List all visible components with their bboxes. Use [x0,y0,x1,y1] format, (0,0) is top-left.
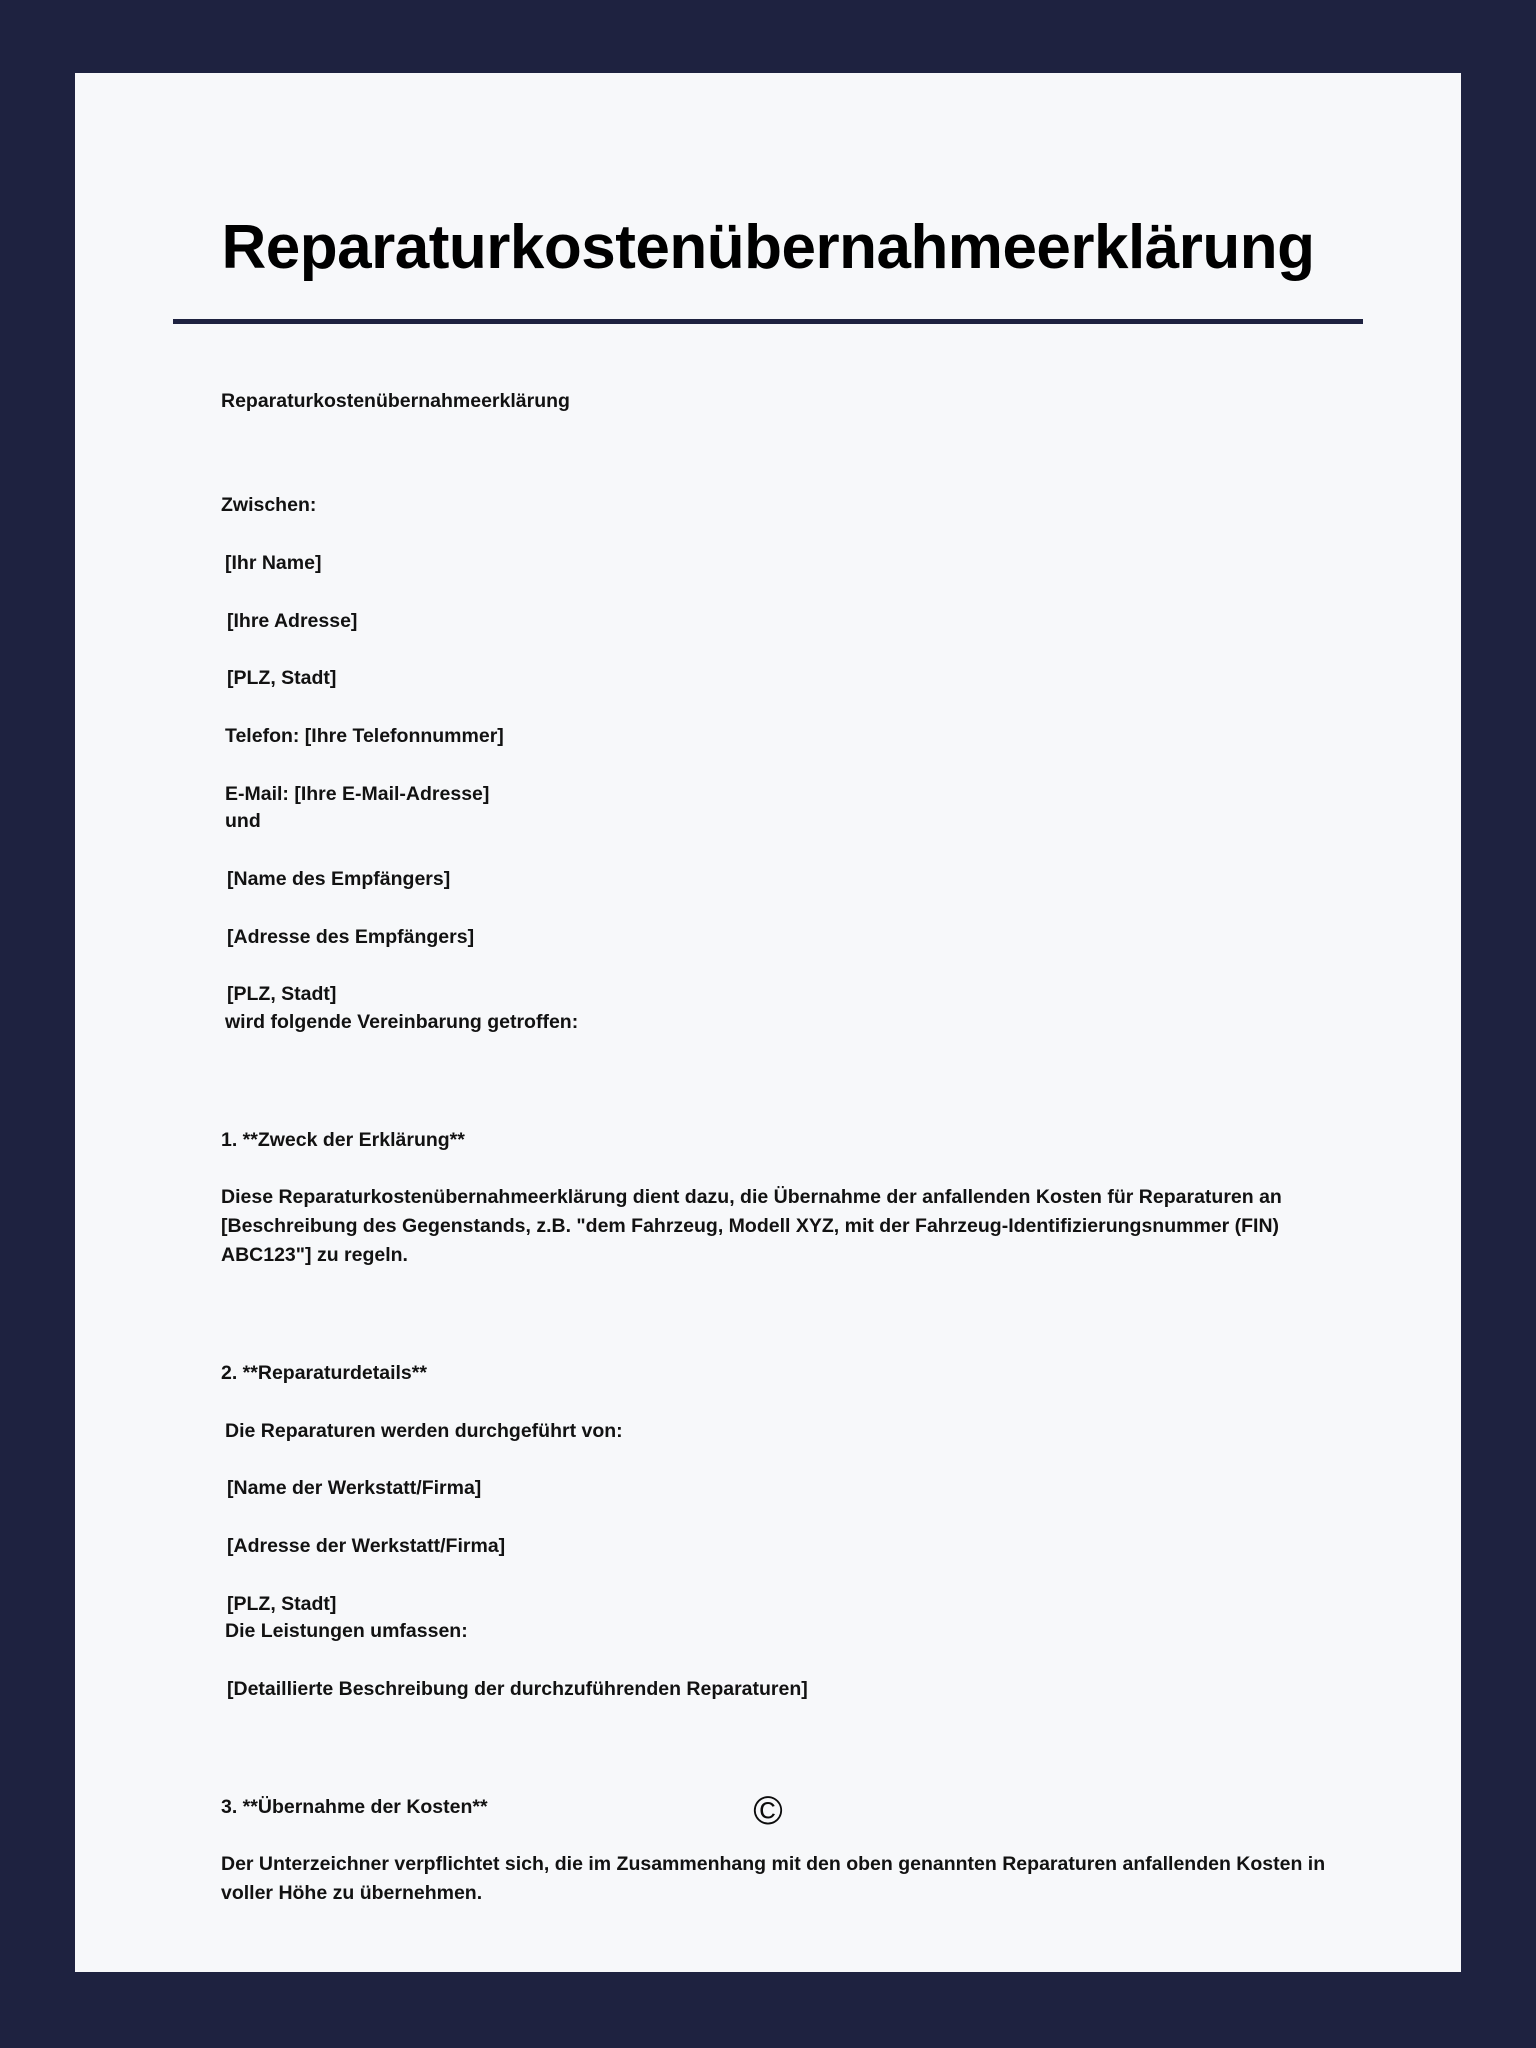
sender-address: [Ihre Adresse] [227,609,358,632]
section-1-heading: 1. **Zweck der Erklärung** [221,1128,465,1151]
spacer [221,1332,1341,1360]
sender-name: [Ihr Name] [225,551,322,574]
spacer [221,836,1341,866]
spacer [221,751,1341,781]
sender-phone: Telefon: [Ihre Telefonnummer] [225,724,504,747]
document-page [75,73,1461,1972]
spacer [221,951,1341,981]
spacer [221,1154,1341,1183]
section-1-paragraph: Diese Reparaturkostenübernahmeerklärung dient dazu, die Übernahme der anfallenden Kosten für Reparaturen an [Beschreibung des Gegenstands, z.B. "dem Fahrzeug, Modell XYZ, mit der Fahrzeug-Identifizierungsnummer (FIN) ABC123"] zu regeln. [221,1186,1282,1267]
title-divider [173,319,1363,324]
spacer [221,1646,1341,1676]
section-3-heading: 3. **Übernahme der Kosten** [221,1795,488,1818]
spacer [221,1704,1341,1766]
copyright-icon: © [753,1789,783,1833]
spacer [221,1099,1341,1127]
recipient-address: [Adresse des Empfängers] [227,925,475,948]
parties-connector: und [225,810,261,833]
page-title: Reparaturkostenübernahmeerklärung [221,213,1315,282]
spacer [221,635,1341,665]
subject-line: Reparaturkostenübernahmeerklärung [221,390,570,413]
document-content [75,73,1461,1972]
spacer [221,1445,1341,1475]
spacer [221,693,1341,723]
services-placeholder: [Detaillierte Beschreibung der durchzuführenden Reparaturen] [227,1678,808,1701]
parties-intro-label: Zwischen: [221,494,317,517]
workshop-address: [Adresse der Werkstatt/Firma] [227,1535,506,1558]
sender-postal-city: [PLZ, Stadt] [227,667,337,690]
document-body [173,388,1363,1908]
spacer [221,1270,1341,1332]
spacer [221,1037,1341,1099]
section-2-lead: Die Reparaturen werden durchgeführt von: [225,1419,623,1442]
section-3-paragraph: Der Unterzeichner verpflichtet sich, die im Zusammenhang mit den oben genannten Reparaturen anfallenden Kosten in voller Höhe zu übernehmen. [221,1853,1326,1905]
spacer [221,520,1341,550]
recipient-postal-city: [PLZ, Stadt] [227,983,337,1006]
spacer [221,894,1341,924]
services-label: Die Leistungen umfassen: [225,1620,468,1643]
spacer [221,416,1341,492]
workshop-postal-city: [PLZ, Stadt] [227,1592,337,1615]
spacer [221,1388,1341,1418]
spacer [221,578,1341,608]
section-2-heading: 2. **Reparaturdetails** [221,1361,427,1384]
sender-email: E-Mail: [Ihre E-Mail-Adresse] [225,782,490,805]
parties-closing: wird folgende Vereinbarung getroffen: [225,1011,579,1033]
spacer [221,1561,1341,1591]
workshop-name: [Name der Werkstatt/Firma] [227,1477,482,1500]
spacer [221,1503,1341,1533]
recipient-name: [Name des Empfängers] [227,867,451,890]
